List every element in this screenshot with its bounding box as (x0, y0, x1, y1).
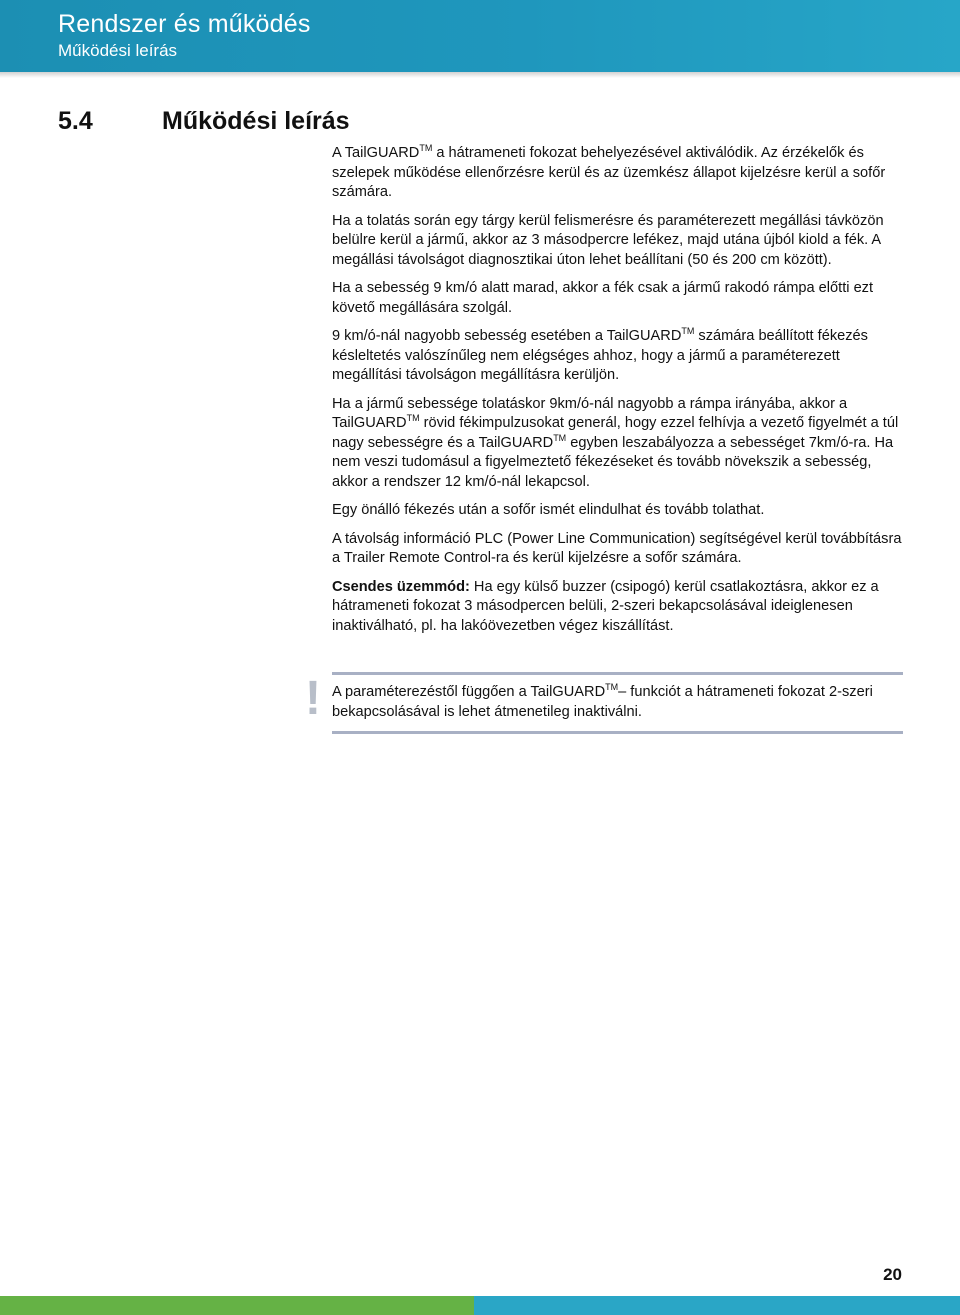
header-shadow (0, 72, 960, 78)
paragraph-brake-pulses: Ha a jármű sebessége tolatáskor 9km/ó-nál nagyobb a rámpa irányába, akkor a TailGUARD™ rövid fékimpulzusokat generál, hogy ezzel felhívja a vezető figyelmét a túl nagy sebességre és a TailGUARD™ egyben leszabályozza a sebességet 7km/ó-ra. Ha nem veszi tudomásul a figyelmeztető fékezéseket és tovább növekszik a sebesség, akkor a rendszer 12 km/ó-nál lekapcsol. (332, 395, 899, 490)
note-text: A paraméterezéstől függően a TailGUARD™– funkciót a hátrameneti fokozat 2-szeri bekapcsolásával is lehet átmenetileg inaktiválni. (332, 682, 873, 720)
section-heading (58, 107, 350, 136)
note-box (332, 672, 903, 734)
paragraph-restart: Egy önálló fékezés után a sofőr ismét elindulhat és tovább tolathat. (332, 502, 765, 518)
footer-bar (0, 1296, 960, 1315)
trademark-mark: TM (605, 682, 619, 692)
trademark-mark: TM (419, 143, 433, 153)
paragraph-silent-mode: Csendes üzemmód: Ha egy külső buzzer (csipogó) kerül csatlakoztásra, akkor ez a hátrameneti fokozat 3 másodpercen belüli, 2-szeri bekapcsolásával ideiglenesen inaktiválható, pl. ha lakóövezetben végez kiszállítást. (332, 578, 879, 634)
header-subtitle: Működési leírás (58, 41, 178, 60)
paragraph-activation: A TailGUARD™ a hátrameneti fokozat behelyezésével aktiválódik. Az érzékelők és szelepek működése ellenőrzésre kerül és az üzemkész állapot kijelzésre kerül a sofőr számára. (332, 143, 886, 200)
trademark-mark: TM (406, 413, 420, 423)
warning-exclamation-icon: ! (305, 672, 321, 725)
body-text (332, 144, 904, 645)
paragraph-high-speed: 9 km/ó-nál nagyobb sebesség esetében a TailGUARD™ számára beállított fékezés késleltetés valószínűleg nem elégséges ahhoz, hogy a jármű a paraméterezett megállítási távolságon megállításra kerüljön. (332, 326, 868, 383)
paragraph-plc: A távolság információ PLC (Power Line Communication) segítségével kerül továbbításra a Trailer Remote Control-ra és kerül kijelzésre a sofőr számára. (332, 530, 902, 566)
footer-bar-green (0, 1296, 474, 1315)
trademark-mark: TM (681, 326, 695, 336)
silent-mode-label: Csendes üzemmód: (332, 578, 470, 595)
page-number: 20 (883, 1265, 902, 1284)
section-number: 5.4 (58, 107, 93, 135)
trademark-mark: TM (553, 432, 567, 443)
header-title: Rendszer és működés (58, 10, 311, 38)
paragraph-low-speed: Ha a sebesség 9 km/ó alatt marad, akkor a fék csak a jármű rakodó rámpa előtti ezt követő megállására szolgál. (332, 280, 874, 316)
page-header (0, 0, 960, 72)
paragraph-stopping-distance: Ha a tolatás során egy tárgy kerül felismerésre és paraméterezett megállási távközön belülre kerül a jármű, akkor az 3 másodpercre lefékez, majd utána újból kiold a fék. A megállási távolságot diagnosztikai úton lehet beállítani (50 és 200 cm között). (332, 212, 884, 268)
section-title: Működési leírás (162, 107, 350, 135)
